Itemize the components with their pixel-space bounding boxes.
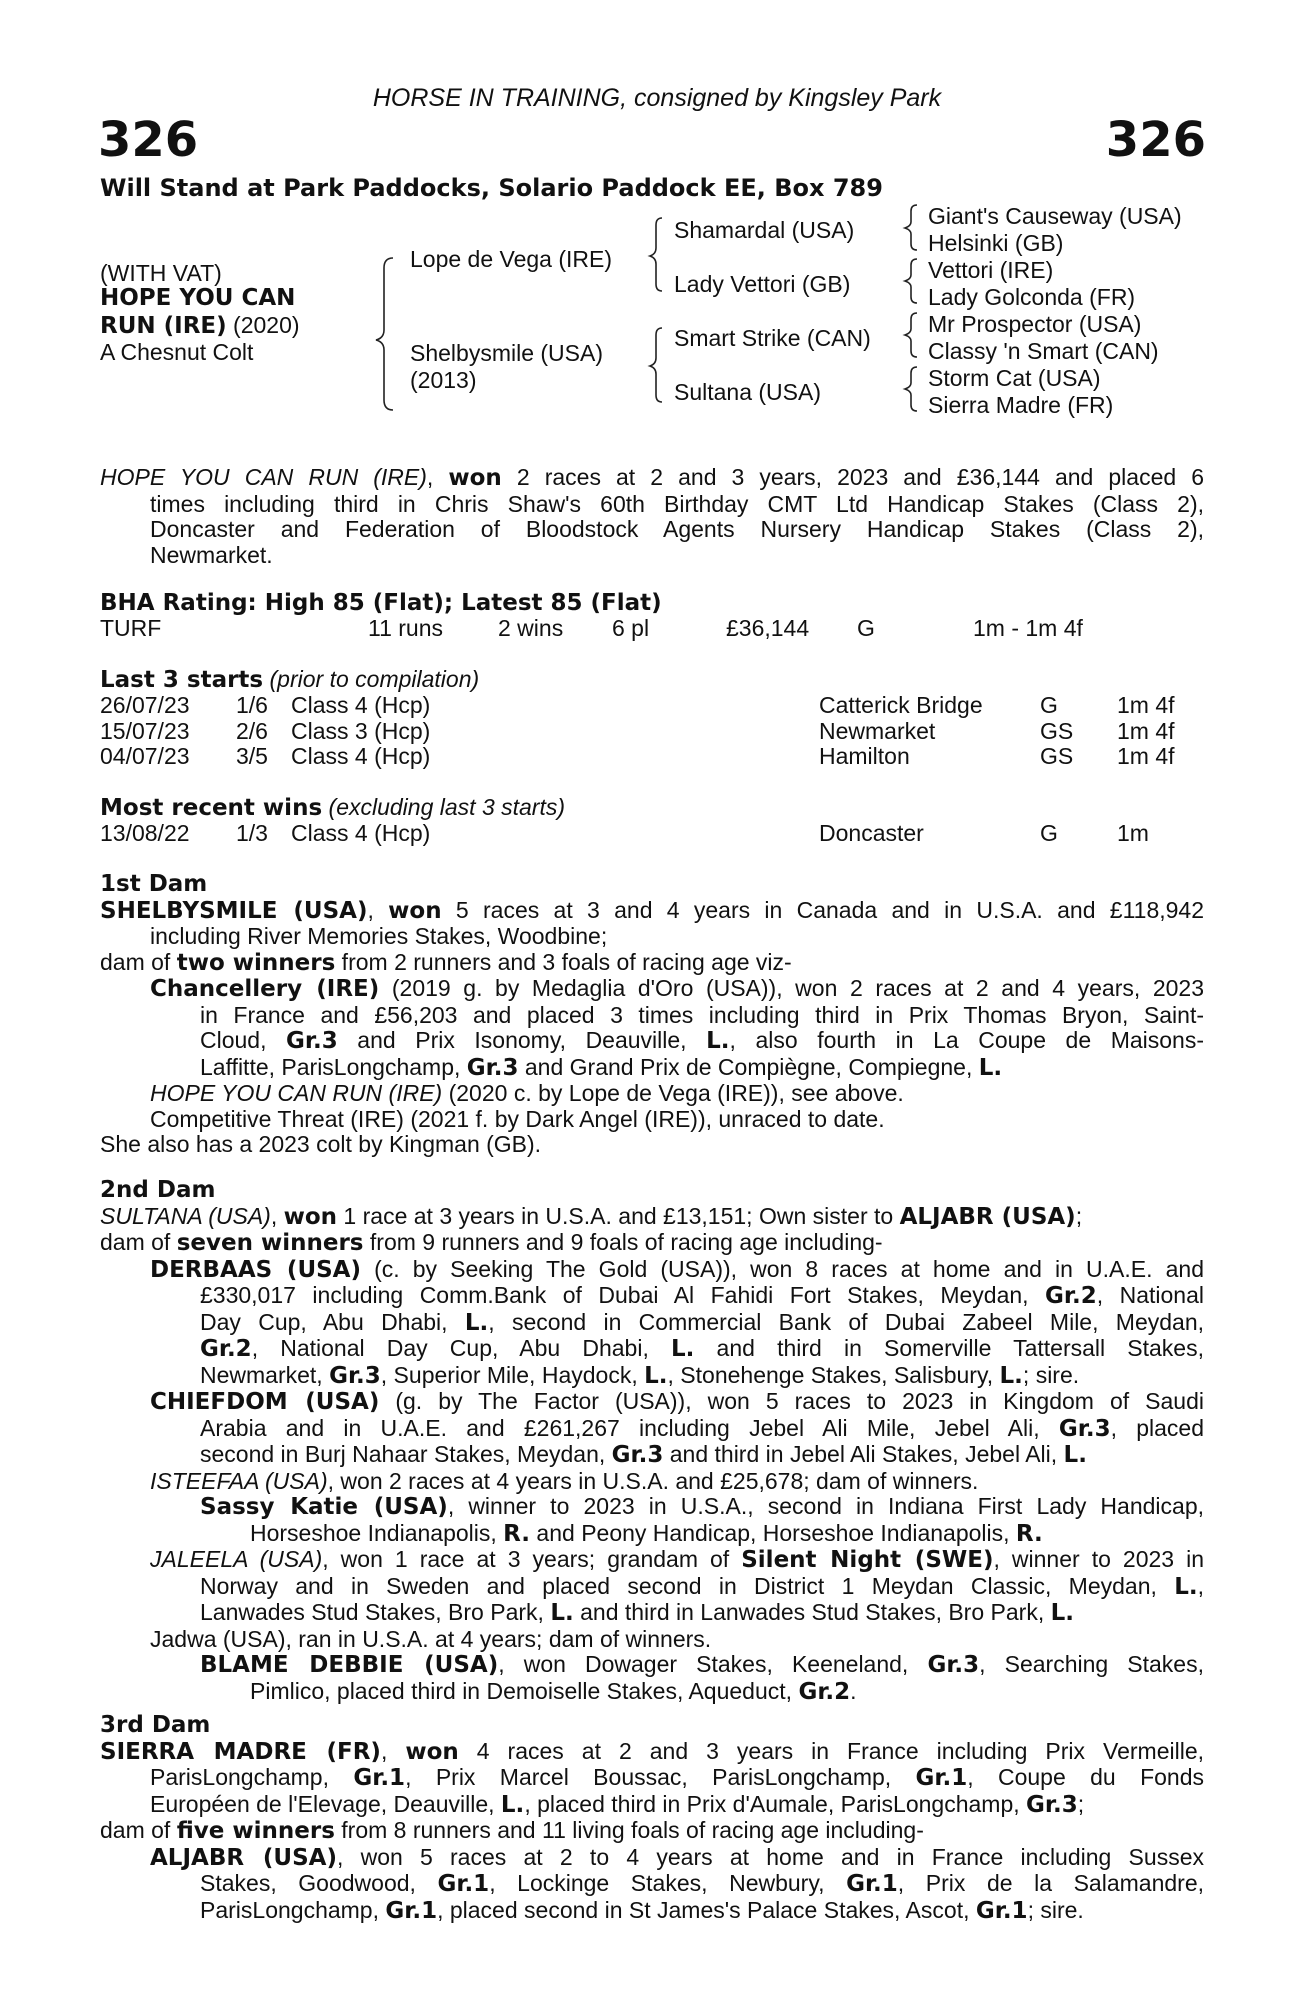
text-span: , Searching Stakes,: [979, 1651, 1204, 1677]
third-dam-produce: [100, 1818, 1204, 1845]
text-span: from 9 runners and 9 foals of racing age including-: [363, 1229, 883, 1255]
text-span: Lanwades Stud Stakes, Bro Park,: [200, 1599, 551, 1625]
pedigree-dam-dam: Sultana (USA): [674, 379, 822, 405]
text-span: and Grand Prix de Compiègne, Compiegne,: [518, 1053, 979, 1080]
last3-row-pos: 2/6: [236, 718, 268, 744]
chiefdom-name: CHIEFDOM (USA): [150, 1389, 380, 1415]
first-dam-name: SHELBYSMILE (USA): [100, 897, 368, 924]
second-dam-won: won: [283, 1203, 338, 1230]
text-span: , winner to 2023 in U.S.A., second in Indiana First Lady Handicap,: [447, 1493, 1204, 1519]
summary-line1: HOPE YOU CAN RUN (IRE), won 2 races at 2 and 3 years, 2023 and £36,144 and placed 6: [100, 464, 1205, 491]
third-dam-title: 3rd Dam: [100, 1712, 211, 1738]
last3-row-course: Catterick Bridge: [819, 692, 983, 718]
grade-label: Gr.1: [437, 1871, 490, 1897]
vat-note: (WITH VAT): [100, 260, 222, 286]
horse-name-line1: HOPE YOU CAN: [100, 285, 296, 311]
last3-row-going: GS: [1040, 743, 1074, 769]
listed-label: L.: [500, 1791, 525, 1818]
first-dam-dam-of: dam of: [100, 948, 177, 975]
text-span: from 8 runners and 11 living foals of racing age including-: [334, 1817, 924, 1843]
text-span: Cloud,: [200, 1027, 287, 1053]
chancellery-line2: in France and £56,203 and placed 3 times including third in Prix Thomas Bryon, Saint-: [200, 1001, 1204, 1028]
derbaas-line4: [200, 1336, 1204, 1363]
second-dam-winners-count: seven winners: [176, 1230, 364, 1256]
second-dam-name: SULTANA (USA): [100, 1202, 271, 1229]
last3-row-date: 26/07/23: [100, 692, 190, 718]
jaleela-line2: [200, 1574, 1204, 1601]
listed-label: L.: [550, 1600, 574, 1626]
listed-label: L.: [670, 1336, 695, 1362]
text-span: £330,017 including Comm.Bank of Dubai Al Fahidi Fort Stakes, Meydan,: [200, 1282, 1046, 1308]
first-dam-won: won: [388, 897, 442, 924]
text-span: ; sire.: [1027, 1896, 1084, 1923]
text-span: Arabia and in U.A.E. and £261,267 including Jebel Ali Mile, Jebel Ali,: [200, 1414, 1059, 1441]
text-span: ;: [1075, 1202, 1083, 1229]
text-span: second in Burj Nahaar Stakes, Meydan,: [200, 1441, 612, 1467]
rating-wins: 2 wins: [498, 615, 564, 641]
brace-sd: [905, 259, 917, 303]
text-span: ; sire.: [1022, 1361, 1080, 1388]
catalogue-heading: HORSE IN TRAINING, consigned by Kingsley Park: [372, 84, 942, 112]
last3-row-dist: 1m 4f: [1117, 692, 1175, 718]
first-dam-produce-text: from 2 runners and 3 foals of racing age viz-: [335, 948, 792, 975]
pedigree-dsd: Classy 'n Smart (CAN): [928, 338, 1159, 364]
chancellery-line3: [200, 1028, 1204, 1055]
pedigree-sire: Lope de Vega (IRE): [410, 246, 613, 272]
listed-label: L.: [1174, 1573, 1198, 1600]
pedigree-dam-line1: Shelbysmile (USA): [410, 340, 603, 366]
text-span: dam of: [100, 1817, 177, 1843]
first-dam-winners-count: two winners: [176, 949, 336, 976]
aljabr-line2: [200, 1871, 1204, 1898]
recent-wins-title: Most recent wins: [100, 795, 323, 821]
text-span: , won 2 races at 4 years in U.S.A. and £25,678; dam of winners.: [327, 1467, 979, 1494]
last3-row-dist: 1m 4f: [1117, 718, 1175, 744]
second-dam-line1: SULTANA (USA), won 1 race at 3 years in U.S.A. and £13,151; Own sister to ALJABR (USA);: [100, 1202, 1083, 1230]
grade-label: Gr.2: [798, 1678, 851, 1705]
grade-label: Gr.1: [846, 1871, 898, 1897]
grade-label: Gr.1: [975, 1897, 1028, 1924]
text-span: Européen de l'Elevage, Deauville,: [150, 1790, 501, 1817]
text-span: , won 1 race at 3 years; grandam of: [322, 1546, 742, 1572]
text-span: , Superior Mile, Haydock,: [380, 1361, 645, 1388]
aljabr-line3: [200, 1898, 1204, 1925]
horse-name-line2: RUN (IRE): [100, 313, 227, 339]
jadwa-entry: Jadwa (USA), ran in U.S.A. at 4 years; dam of winners.: [150, 1625, 712, 1652]
listed-label: L.: [706, 1028, 730, 1054]
last3-row-pos: 1/6: [236, 692, 268, 718]
text-span: and third in Jebel Ali Stakes, Jebel Ali,: [663, 1441, 1064, 1467]
last3-row-going: G: [1040, 692, 1058, 718]
rating-runs: 11 runs: [368, 615, 444, 641]
text-span: , placed: [1110, 1414, 1204, 1441]
text-span: Pimlico, placed third in Demoiselle Stakes, Aqueduct,: [250, 1677, 799, 1704]
text-span: and Peony Handicap, Horseshoe Indianapolis,: [530, 1519, 1016, 1546]
aljabr-name: ALJABR (USA): [150, 1844, 337, 1871]
third-dam-line3: [150, 1792, 1204, 1819]
pedigree-sire-dam: Lady Vettori (GB): [674, 271, 851, 297]
silent-night-name: Silent Night (SWE): [741, 1547, 994, 1573]
grade-label: Gr.3: [286, 1028, 338, 1054]
third-dam-won: won: [405, 1738, 459, 1765]
text-span: 1 race at 3 years in U.S.A. and £13,151; Own sister to: [337, 1202, 900, 1229]
isteefaa-entry: [150, 1469, 1204, 1495]
text-span: Laffitte, ParisLongchamp,: [200, 1053, 467, 1080]
recent-row-going: G: [1040, 820, 1058, 846]
listed-label: L.: [464, 1309, 489, 1336]
grade-label: Gr.3: [927, 1652, 980, 1678]
grade-label: Gr.1: [385, 1897, 438, 1924]
listed-label: L.: [999, 1362, 1023, 1389]
text-span: Horseshoe Indianapolis,: [250, 1519, 504, 1546]
last3-row-pos: 3/5: [236, 743, 268, 769]
last3-title: Last 3 starts: [100, 667, 264, 693]
blame-debbie-name: BLAME DEBBIE (USA): [200, 1652, 499, 1678]
first-dam-title: 1st Dam: [100, 871, 208, 897]
grade-label: Gr.3: [1058, 1415, 1111, 1442]
summary-line1-text: 2 races at 2 and 3 years, 2023 and £36,144 and placed 6: [501, 464, 1205, 490]
text-span: ParisLongchamp,: [200, 1896, 386, 1923]
text-span: (2020 c. by Lope de Vega (IRE)), see above.: [442, 1080, 904, 1106]
brace-ss: [905, 205, 917, 250]
grade-label: Gr.2: [200, 1336, 252, 1362]
summary-line2: times including third in Chris Shaw's 60th Birthday CMT Ltd Handicap Stakes (Class 2),: [150, 490, 1204, 517]
grade-label: Gr.1: [353, 1765, 406, 1791]
listed-label: L.: [978, 1054, 1003, 1081]
text-span: , placed second in St James's Palace Stakes, Ascot,: [437, 1896, 976, 1923]
isteefaa-name: ISTEEFAA (USA): [150, 1467, 328, 1494]
jaleela-line1: [150, 1547, 1204, 1574]
summary-won: won: [448, 465, 502, 491]
rating-earnings: £36,144: [726, 615, 810, 641]
last3-row-course: Newmarket: [819, 718, 936, 744]
last3-row-date: 15/07/23: [100, 718, 190, 744]
last3-row-course: Hamilton: [819, 743, 910, 769]
stand-location: Will Stand at Park Paddocks, Solario Paddock EE, Box 789: [100, 174, 883, 202]
own-sister-name: ALJABR (USA): [899, 1203, 1076, 1230]
text-span: , also fourth in La Coupe de Maisons-: [729, 1027, 1204, 1053]
chancellery-text: (2019 g. by Medaglia d'Oro (USA)), won 2 races at 2 and 4 years, 2023: [379, 975, 1205, 1001]
grade-label: Gr.3: [611, 1442, 664, 1468]
hope-you-can-run-entry: [150, 1081, 1204, 1107]
third-dam-winners-count: five winners: [176, 1818, 335, 1844]
grade-label: Gr.3: [466, 1054, 519, 1081]
text-span: , National Day Cup, Abu Dhabi,: [251, 1335, 671, 1361]
last3-row-class: Class 4 (Hcp): [291, 692, 431, 718]
recent-row-course: Doncaster: [819, 820, 924, 846]
grade-label: Gr.1: [915, 1765, 968, 1791]
summary-line4: Newmarket.: [150, 541, 273, 568]
first-dam-produce: [100, 950, 1204, 977]
second-dam-section: [100, 1178, 1204, 1705]
race-summary: [100, 465, 1204, 568]
horse-year: (2020): [226, 312, 300, 338]
rating-surface: TURF: [100, 615, 162, 641]
text-span: , winner to 2023 in: [993, 1546, 1205, 1572]
text-span: , won Dowager Stakes, Keeneland,: [498, 1651, 928, 1677]
derbaas-line3: [200, 1310, 1204, 1337]
text-span: Newmarket,: [200, 1361, 330, 1388]
brace-main: [376, 258, 393, 410]
second-dam-produce: [100, 1230, 1204, 1257]
hope-you-can-run-name: HOPE YOU CAN RUN (IRE): [150, 1080, 443, 1106]
first-dam-also: She also has a 2023 colt by Kingman (GB).: [100, 1131, 542, 1157]
first-dam-line1: SHELBYSMILE (USA), won 5 races at 3 and 4 years in Canada and in U.S.A. and £118,942: [100, 896, 1205, 924]
jaleela-line3: [200, 1600, 1204, 1627]
text-span: , Lockinge Stakes, Newbury,: [489, 1870, 847, 1896]
sassy-katie-name: Sassy Katie (USA): [200, 1494, 448, 1520]
listed-label: L.: [644, 1362, 668, 1389]
chancellery-line1: [150, 976, 1204, 1003]
derbaas-line1: [150, 1257, 1204, 1284]
pedigree-ssd: Helsinki (GB): [928, 230, 1064, 256]
chancellery-name: Chancellery (IRE): [150, 976, 380, 1002]
restricted-label: R.: [1015, 1520, 1043, 1547]
derbaas-line2: [200, 1283, 1204, 1310]
pedigree-sss: Giant's Causeway (USA): [928, 203, 1182, 229]
text-span: .: [850, 1677, 857, 1704]
text-span: and Prix Isonomy, Deauville,: [337, 1027, 707, 1053]
rating-distance: 1m - 1m 4f: [973, 615, 1083, 641]
last3-subtitle: (prior to compilation): [263, 666, 480, 692]
last3-heading: [100, 667, 479, 694]
brace-ds: [905, 313, 917, 357]
sassy-katie-line1: [200, 1494, 1204, 1521]
aljabr-line1: [150, 1845, 1204, 1872]
first-dam-text: 5 races at 3 and 4 years in Canada and in U.S.A. and £118,942: [441, 896, 1205, 923]
recent-row-date: 13/08/22: [100, 820, 190, 846]
rating-going: G: [857, 615, 875, 641]
recent-row-pos: 1/3: [236, 820, 268, 846]
recent-row-dist: 1m: [1117, 820, 1149, 846]
pedigree-dam-line2: (2013): [410, 367, 477, 393]
listed-label: L.: [1063, 1442, 1087, 1468]
second-dam-title: 2nd Dam: [100, 1177, 216, 1203]
last3-row-going: GS: [1040, 718, 1074, 744]
last3-row-dist: 1m 4f: [1117, 743, 1175, 769]
text-span: 4 races at 2 and 3 years in France including Prix Vermeille,: [458, 1737, 1205, 1764]
text-span: ,: [1197, 1572, 1204, 1599]
chiefdom-line3: [200, 1442, 1204, 1469]
grade-label: Gr.3: [329, 1362, 381, 1389]
text-span: ParisLongchamp,: [150, 1764, 354, 1790]
chiefdom-line1: [150, 1389, 1204, 1416]
text-span: , second in Commercial Bank of Dubai Zabeel Mile, Meydan,: [488, 1308, 1205, 1335]
text-span: ;: [1077, 1790, 1085, 1817]
first-dam-section: [100, 872, 1204, 1158]
text-span: dam of: [100, 1229, 177, 1255]
recent-row-class: Class 4 (Hcp): [291, 820, 431, 846]
pedigree-dam-sire: Smart Strike (CAN): [674, 325, 871, 351]
pedigree-sdd: Lady Golconda (FR): [928, 284, 1136, 310]
third-dam-section: [100, 1713, 1204, 1924]
brace-dd: [905, 367, 917, 411]
third-dam-name: SIERRA MADRE (FR): [100, 1738, 381, 1765]
recent-wins-heading: [100, 795, 565, 822]
jaleela-name: JALEELA (USA): [150, 1546, 323, 1572]
derbaas-line5: [200, 1363, 1204, 1390]
text-span: Stakes, Goodwood,: [200, 1870, 438, 1896]
grade-label: Gr.2: [1045, 1283, 1097, 1309]
pedigree-sire-sire: Shamardal (USA): [674, 217, 855, 243]
text-span: (c. by Seeking The Gold (USA)), won 8 races at home and in U.A.E. and: [361, 1255, 1204, 1282]
sassy-katie-line2: [250, 1521, 1204, 1548]
pedigree-dds: Storm Cat (USA): [928, 365, 1101, 391]
horse-description: A Chesnut Colt: [100, 339, 254, 365]
text-span: and third in Somerville Tattersall Stakes,: [694, 1335, 1204, 1361]
brace-sire: [650, 218, 662, 291]
summary-line3: Doncaster and Federation of Bloodstock Agents Nursery Handicap Stakes (Class 2),: [150, 516, 1204, 542]
derbaas-name: DERBAAS (USA): [150, 1256, 361, 1283]
pedigree-sds: Vettori (IRE): [928, 257, 1054, 283]
lot-number-right: 326: [1105, 112, 1206, 168]
third-dam-line2: [150, 1765, 1204, 1792]
last3-row-class: Class 3 (Hcp): [291, 718, 431, 744]
text-span: , Prix Marcel Boussac, ParisLongchamp,: [405, 1764, 916, 1790]
text-span: , won 5 races at 2 to 4 years at home and in France including Sussex: [336, 1843, 1204, 1870]
competitive-threat-entry: Competitive Threat (IRE) (2021 f. by Dark Angel (IRE)), unraced to date.: [150, 1105, 885, 1132]
third-dam-line1: SIERRA MADRE (FR), won 4 races at 2 and 3 years in France including Prix Vermeille,: [100, 1737, 1205, 1765]
brace-dam: [650, 328, 662, 402]
rating-placed: 6 pl: [612, 615, 650, 641]
recent-wins-subtitle: (excluding last 3 starts): [322, 794, 566, 820]
text-span: , National: [1096, 1282, 1204, 1308]
restricted-label: R.: [503, 1520, 531, 1547]
first-dam-line2: including River Memories Stakes, Woodbine;: [150, 923, 608, 949]
text-span: Norway and in Sweden and placed second in District 1 Meydan Classic, Meydan,: [200, 1572, 1175, 1599]
chiefdom-line2: [200, 1416, 1204, 1443]
text-span: (g. by The Factor (USA)), won 5 races to 2023 in Kingdom of Saudi: [379, 1388, 1204, 1414]
chancellery-line4: [200, 1055, 1204, 1082]
blame-debbie-line1: [200, 1652, 1204, 1679]
bha-rating-title: BHA Rating: High 85 (Flat); Latest 85 (Flat): [100, 590, 662, 616]
text-span: Day Cup, Abu Dhabi,: [200, 1308, 465, 1335]
pedigree-dss: Mr Prospector (USA): [928, 311, 1142, 337]
last3-row-class: Class 4 (Hcp): [291, 743, 431, 769]
grade-label: Gr.3: [1026, 1791, 1078, 1818]
text-span: , Stonehenge Stakes, Salisbury,: [667, 1361, 1000, 1388]
text-span: , placed third in Prix d'Aumale, ParisLongchamp,: [524, 1790, 1027, 1817]
blame-debbie-line2: [250, 1679, 1204, 1706]
pedigree-ddd: Sierra Madre (FR): [928, 392, 1114, 418]
summary-horse-name: HOPE YOU CAN RUN (IRE): [100, 464, 427, 490]
lot-number-left: 326: [98, 112, 199, 168]
text-span: and third in Lanwades Stud Stakes, Bro Park,: [573, 1599, 1051, 1625]
last3-row-date: 04/07/23: [100, 743, 190, 769]
listed-label: L.: [1050, 1600, 1075, 1626]
text-span: , Coupe du Fonds: [967, 1764, 1205, 1790]
text-span: , Prix de la Salamandre,: [897, 1870, 1204, 1896]
